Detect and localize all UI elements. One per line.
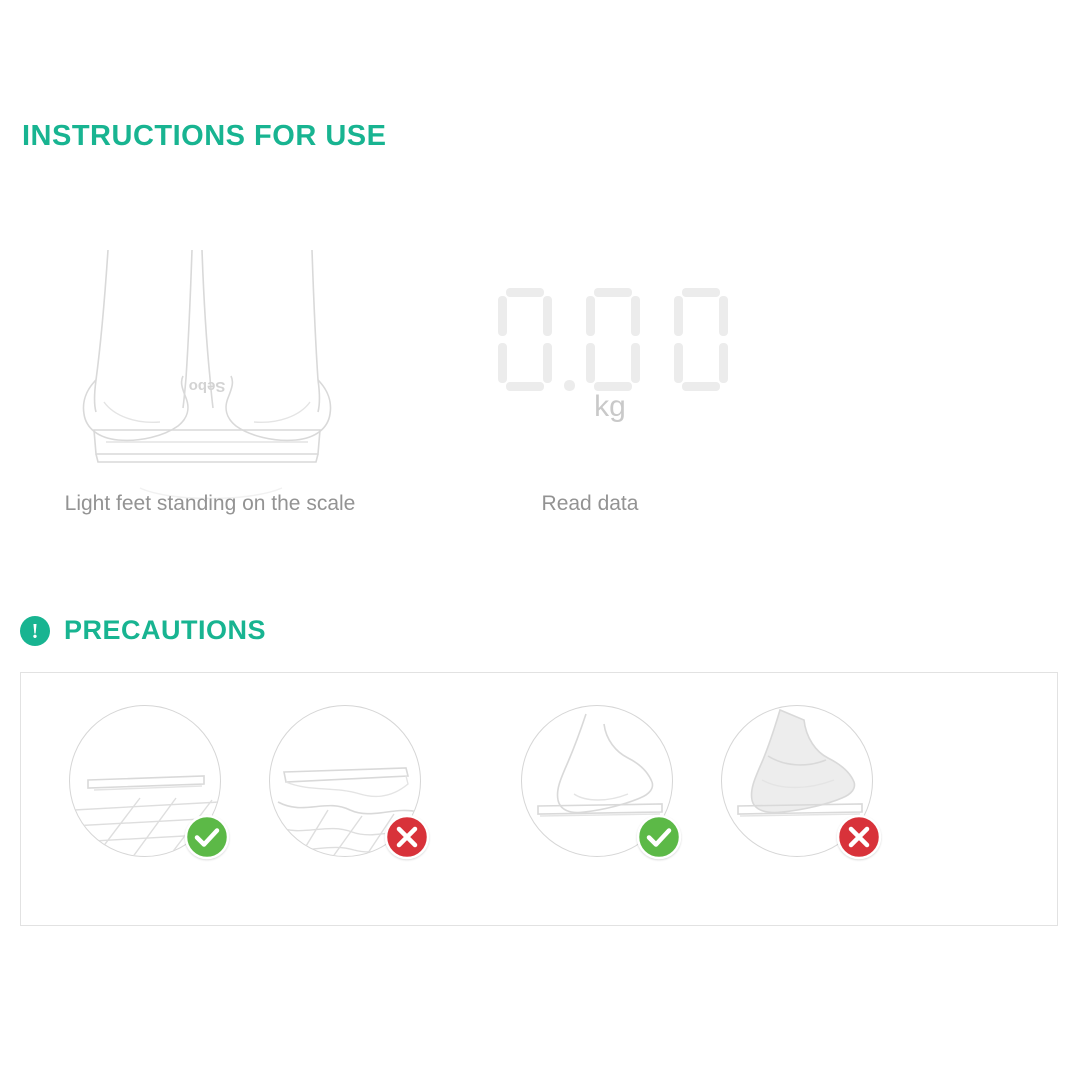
instruction-steps: [0, 230, 1080, 550]
cross-circle-icon: [837, 815, 881, 859]
step-read-data: [380, 230, 800, 550]
exclamation-icon: !: [20, 616, 50, 646]
precautions-title: PRECAUTIONS: [64, 615, 267, 645]
feet-on-scale-illustration: [0, 230, 420, 480]
precautions-heading: [20, 615, 266, 646]
svg-text:Sebo: Sebo: [188, 378, 226, 395]
page-title: INSTRUCTIONS FOR USE: [22, 120, 387, 152]
step-caption: Light feet standing on the scale: [64, 492, 356, 515]
scale-display-illustration: [380, 230, 800, 480]
precaution-socks-on-scale: [721, 705, 911, 895]
precautions-panel: [20, 672, 1058, 926]
precaution-bare-feet: [521, 705, 711, 895]
precaution-hard-flat-floor: [69, 705, 259, 895]
precaution-soft-uneven-carpet: [269, 705, 459, 895]
check-circle-icon: [185, 815, 229, 859]
step-feet-on-scale: [0, 230, 420, 550]
cross-circle-icon: [385, 815, 429, 859]
step-caption: Read data: [541, 492, 639, 515]
svg-text:kg: kg: [594, 390, 626, 423]
check-circle-icon: [637, 815, 681, 859]
